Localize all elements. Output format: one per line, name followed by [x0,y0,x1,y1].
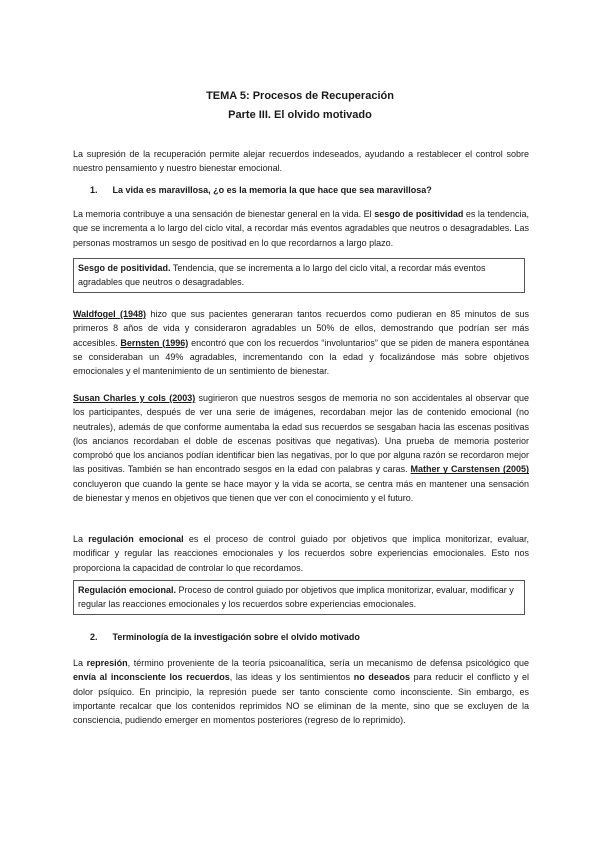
section-1-heading [90,185,432,195]
reference-bernsten: Bernsten (1996) [120,337,189,348]
section-1-paragraph-3: Susan Charles y cols (2003) sugirieron que nuestros sesgos de memoria no son accidentales al observar que los participantes, después de ver una serie de imágenes, recordaban mejor las de contenido emocional (no neutrales), además de que conforme aumentaba la edad sus recuerdos se sesgaban hacia las escenas positivas (los ancianos recordaban el doble de escenas positivas que negativas). Una prueba de memoria posterior comprobó que los ancianos podían identificar bien las negativas, por lo que por alguna razón se recordaron mejor las positivas. También se han encontrado sesgos en la edad con palabras y caras. Mather y Carstensen (2005) concluyeron que cuando la gente se hace mayor y la vida se acorta, se centra más en mantener una sensación de bienestar y menos en objetivos que tienen que ver con el conocimiento y el futuro. [73,393,529,504]
reference-waldfogel: Waldfogel (1948) [73,309,147,319]
section-2-paragraph-1: La represión, término proveniente de la teoría psicoanalítica, sería un mecanismo de defensa psicológico que envía al inconsciente los recuerdos, las ideas y los sentimientos no deseados para reducir el conflicto y el dolor psíquico. En principio, la represión puede ser tanto consciente como inconsciente. Sin embargo, es importante recalcar que los contenidos reprimidos NO se eliminan de la mente, sino que se excluyen de la consciencia, pudiendo emerger en momentos posteriores (regreso de lo reprimido). [73,658,529,726]
definition-box-regulacion: Regulación emocional. Proceso de control guiado por objetivos que implica monitorizar, evaluar, modificar y regular las reacciones emocionales y los recuerdos sobre experiencias emocionales. [73,580,525,615]
term-regulacion-emocional: regulación emocional [88,534,184,544]
document-subtitle: Parte III. El olvido motivado [228,109,372,121]
section-1-title: La vida es maravillosa, ¿o es la memoria la que hace que sea maravillosa? [112,185,432,195]
definition-box-sesgo: Sesgo de positividad. Tendencia, que se incrementa a lo largo del ciclo vital, a recordar más eventos agradables que neutros o desagradables. [73,258,525,293]
section-2-heading [90,632,360,642]
term-represion: represión [86,658,128,668]
section-1-number: 1. [90,185,98,195]
reference-mather: Mather y Carstensen (2005) [410,464,529,475]
intro-paragraph: La supresión de la recuperación permite alejar recuerdos indeseados, ayudando a restablecer el control sobre nuestro pensamiento y nuestro bienestar emocional. [73,149,529,174]
section-1-paragraph-2: Waldfogel (1948) hizo que sus pacientes generaran tantos recuerdos como pudieran en 85 minutos de sus primeros 8 años de vida y consideraron agradables un 50% de ellos, demostrando que podrían ser más accesibles. Bernsten (1996) encontró que con los recuerdos “involuntarios” que se piden de manera espontánea se consideraban un 49% agradables, incrementando con la edad y focalizándose más sobre objetivos emocionales y el mantenimiento de un sentimiento de bienestar. [73,309,529,377]
reference-charles: Susan Charles y cols (2003) [73,393,196,403]
section-1-paragraph-1: La memoria contribuye a una sensación de bienestar general en la vida. El sesgo de positividad es la tendencia, que se incrementa a lo largo del ciclo vital, a recordar más eventos agradables que neutros o desagradables. Las personas mostramos un sesgo de positivad en lo que recordarnos a largo plazo. [73,209,529,248]
section-2-number: 2. [90,632,98,642]
document-title: TEMA 5: Procesos de Recuperación [206,90,394,102]
term-sesgo-positividad: sesgo de positividad [374,209,464,219]
section-2-title: Terminología de la investigación sobre el olvido motivado [112,632,360,642]
section-1-paragraph-4: La regulación emocional es el proceso de control guiado por objetivos que implica monitorizar, evaluar, modificar y regular las reacciones emocionales y los recuerdos sobre experiencias emocionales. Esto nos proporciona la capacidad de controlar lo que recordamos. [73,534,529,573]
